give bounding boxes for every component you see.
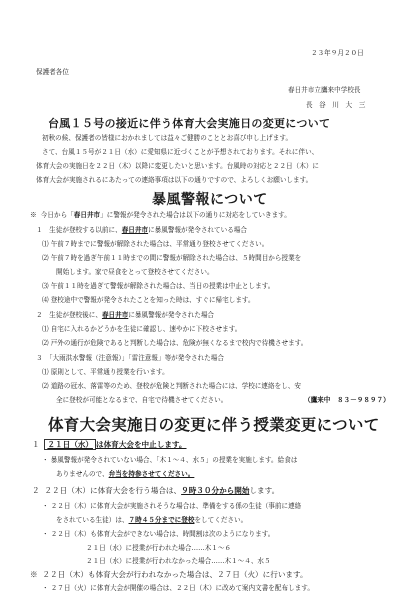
storm-case-2-item: ⑴ 自宅に入れるかどうかを生徒に確認し、速やかに下校させます。 <box>42 325 242 333</box>
change-heading: 体育大会実施日の変更に伴う授業変更について <box>48 415 380 434</box>
change-item-3-detail: ・ ２７日（火）に体育大会が開催の場合は、２２日（木）に改めて案内文書を配布します。 <box>42 584 314 592</box>
storm-heading: 暴風警報について <box>152 192 268 208</box>
intro-line: 体育大会が実施されるにあたっての連絡事項は以下の通りですので、よろしくお願いします。 <box>36 176 313 184</box>
change-item-2-detail: ・ ２２日（木）に体育大会が実施されそうな場合は、準備をする係の生徒（事前に連絡 <box>42 502 302 510</box>
storm-case-3-item: ⑴ 原則として、平常通り授業を行います。 <box>42 368 169 376</box>
school-contact: （鷹来中 ８３－９８９７） <box>304 396 390 404</box>
change-item-2-detail: ・ ２２日（木）も体育大会ができない場合は、時間割は次のようになります。 <box>42 530 275 538</box>
storm-case-3-item: 全に登校が可能となるまで、自宅で待機させてください。 <box>56 396 228 404</box>
intro-line: 体育大会の実施日を２２日（木）以降に変更したいと思います。台風時の対応と２２日（木）に <box>36 162 320 170</box>
change-item-1-detail: ありませんので、弁当を持参させてください。 <box>56 470 195 478</box>
storm-case-3-item: ⑵ 道路の冠水、落雷等のため、登校が危険と判断された場合には、学校に連絡をし、安 <box>42 382 301 390</box>
storm-note: ※ 今日から「春日井市」に警報が発令された場合は以下の通りに対応をしていきます。 <box>30 211 291 219</box>
storm-case-1: １ 生徒が登校する以前に、春日井市に暴風警報が発令されている場合 <box>36 226 247 234</box>
intro-line: さて、台風１５号が２１日（水）に愛知県に近づくことが予想されております。それに伴い、 <box>42 148 319 156</box>
change-item-1: １ ２１日（水） は体育大会を中止します。 <box>32 440 187 449</box>
addressee: 保護者各位 <box>36 68 69 76</box>
page-title: 台風１５号の接近に伴う体育大会実施日の変更について <box>48 117 331 130</box>
principal-name: 長 谷 川 大 三 <box>306 101 366 109</box>
storm-case-1-item: ⑶ 午前１１時を過ぎて警報が解除された場合は、当日の授業は中止とします。 <box>42 282 275 290</box>
intro-line: 初秋の候、保護者の皆様におかれましては益々ご健勝のこととお喜び申し上げます。 <box>42 134 293 142</box>
change-item-2-detail: をされている生徒）は、７時４５分までに登校をしてください。 <box>56 516 248 524</box>
school-name: 春日井市立鷹来中学校長 <box>288 86 361 94</box>
storm-case-2: ２ 生徒が登校後に、春日井市に暴風警報が発令された場合 <box>36 311 215 319</box>
note-mark: ※ <box>30 211 37 219</box>
document-date: ２３年９月２０日 <box>311 49 364 57</box>
storm-case-1-item: 開始します。家で昼食をとって登校させてください。 <box>56 268 214 276</box>
change-item-1-detail: ・ 暴風警報が発令されていない場合、「木１～４、水５」の授業を実施します。給食は <box>42 456 298 464</box>
storm-case-1-item: ⑷ 登校途中で警報が発令されたことを知った時は、すぐに帰宅します。 <box>42 296 255 304</box>
storm-case-2-item: ⑵ 戸外の通行が危険であると判断した場合は、危険が無くなるまで校内で待機させます。 <box>42 339 308 347</box>
change-item-3: ※ ２２日（木）も体育大会が行われなかった場合は、２７日（火）に行います。 <box>30 570 308 579</box>
storm-case-1-item: ⑵ 午前７時を過ぎ午前１１時までの間に警報が解除された場合は、５時間目から授業を <box>42 254 302 262</box>
change-item-2: ２ ２２日（木）に体育大会を行う場合は、９時３０分から開始します。 <box>32 486 280 495</box>
timetable-line: ２１日（水）に授業が行われた場合……木１～６ <box>86 544 232 552</box>
date-box: ２１日（水） <box>44 439 96 450</box>
storm-case-3: ３ 「大雨洪水警報（注意報）」「雷注意報」等が発令された場合 <box>36 354 224 362</box>
timetable-line: ２１日（水）に授業が行われなかった場合……木１～４、水５ <box>86 557 271 565</box>
storm-case-1-item: ⑴ 午前７時までに警報が解除された場合は、平常通り登校させてください。 <box>42 240 269 248</box>
